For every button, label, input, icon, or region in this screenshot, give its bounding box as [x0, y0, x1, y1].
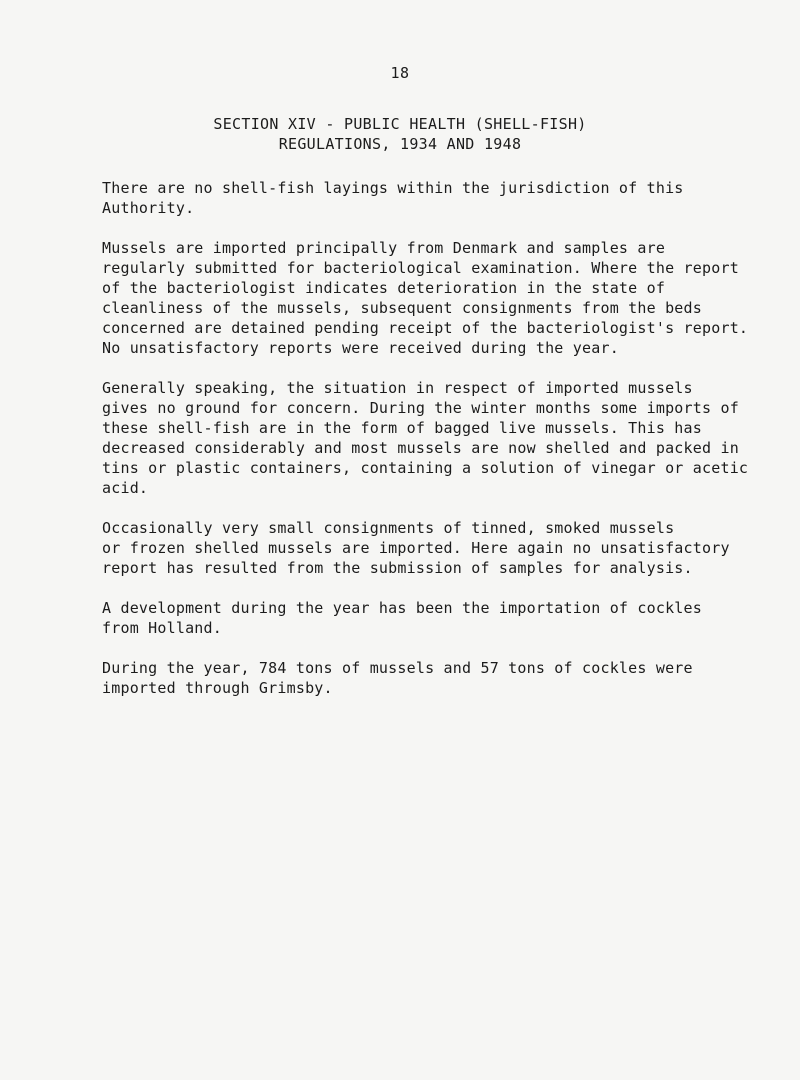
paragraph-line: Generally speaking, the situation in respect of imported mussels — [102, 379, 693, 397]
paragraph-line: concerned are detained pending receipt of the bacteriologist's report. — [102, 319, 749, 337]
section-heading-line-1: SECTION XIV - PUBLIC HEALTH (SHELL-FISH) — [213, 115, 587, 133]
document-body — [102, 178, 762, 718]
section-heading-line-2: REGULATIONS, 1934 AND 1948 — [278, 135, 522, 153]
paragraph-line: Authority. — [102, 199, 195, 217]
paragraph-line: acid. — [102, 479, 149, 497]
paragraph-line: No unsatisfactory reports were received during the year. — [102, 339, 619, 357]
paragraph — [102, 238, 762, 358]
paragraph — [102, 378, 762, 498]
paragraph-line: from Holland. — [102, 619, 222, 637]
paragraph-line: decreased considerably and most mussels are now shelled and packed in — [102, 439, 739, 457]
paragraph-line: these shell-fish are in the form of bagged live mussels. This has — [102, 419, 702, 437]
paragraph-line: imported through Grimsby. — [102, 679, 333, 697]
paragraph-line: There are no shell-fish layings within the jurisdiction of this — [102, 179, 684, 197]
paragraph — [102, 518, 762, 578]
paragraph-line: Occasionally very small consignments of tinned, smoked mussels — [102, 519, 675, 537]
paragraph-line: or frozen shelled mussels are imported. Here again no unsatisfactory — [102, 539, 730, 557]
paragraph-line: cleanliness of the mussels, subsequent consignments from the beds — [102, 299, 702, 317]
section-heading — [0, 114, 800, 154]
paragraph-line: of the bacteriologist indicates deterioration in the state of — [102, 279, 666, 297]
paragraph-line: regularly submitted for bacteriological examination. Where the report — [102, 259, 739, 277]
paragraph — [102, 658, 762, 698]
paragraph-line: Mussels are imported principally from Denmark and samples are — [102, 239, 666, 257]
page-number: 18 — [390, 64, 410, 82]
paragraph-line: tins or plastic containers, containing a solution of vinegar or acetic — [102, 459, 749, 477]
paragraph-line: gives no ground for concern. During the winter months some imports of — [102, 399, 739, 417]
paragraph — [102, 598, 762, 638]
paragraph-line: report has resulted from the submission of samples for analysis. — [102, 559, 693, 577]
paragraph-line: During the year, 784 tons of mussels and 57 tons of cockles were — [102, 659, 693, 677]
paragraph-line: A development during the year has been the importation of cockles — [102, 599, 702, 617]
paragraph — [102, 178, 762, 218]
